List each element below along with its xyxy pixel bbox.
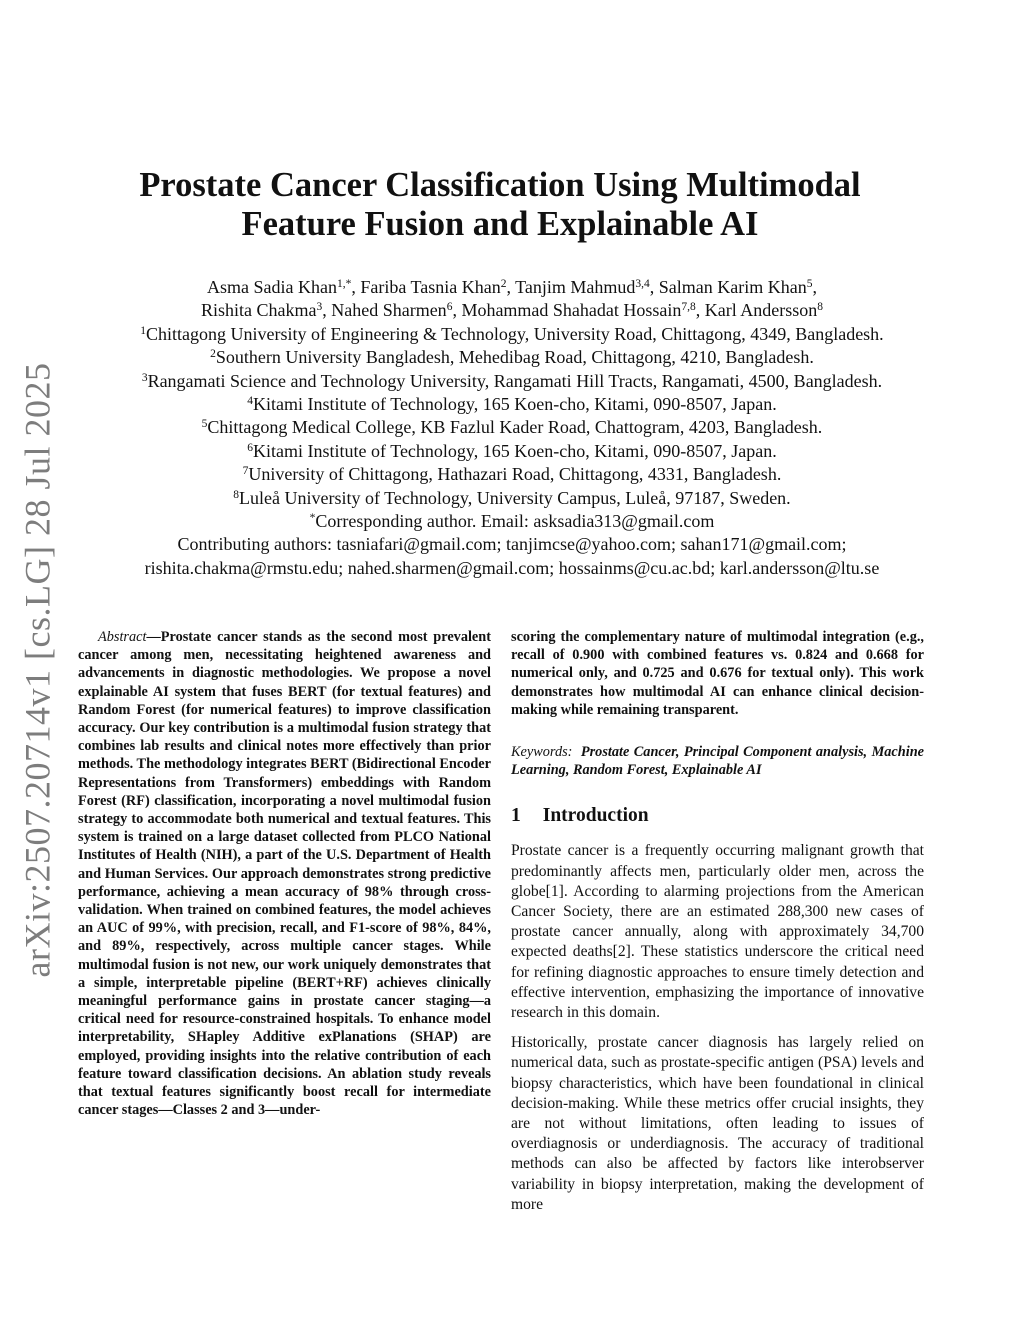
affiliation-marker: 7 <box>242 465 249 478</box>
author-separator: , <box>812 277 817 297</box>
section-title: Introduction <box>542 805 649 827</box>
introduction-paragraph: Historically, prostate cancer diagnosis has largely relied on numerical data, such as prostate-specific antigen (PSA) levels and biopsy characteristics, which have been foundational in clinical decision-making. While these metrics offer crucial insights, they are not without limitations, often leading to issues of overdiagnosis or underdiagnosis. The accuracy of traditional methods can also be affected by factors like interobserver variability in biopsy interpretation, making the development of more <box>511 1034 924 1213</box>
author-affiliation-marker: 2 <box>500 278 507 290</box>
affiliation-text: Kitami Institute of Technology, 165 Koen-cho, Kitami, 090-8507, Japan. <box>253 440 777 461</box>
affiliation-line <box>60 370 964 393</box>
author-name: Rishita Chakma <box>200 300 317 321</box>
contributing-authors-line-1: Contributing authors: tasniafari@gmail.com; tanjimcse@yahoo.com; sahan171@gmail.com; <box>177 534 847 555</box>
affiliation-line <box>60 393 964 416</box>
corresponding-author-line <box>60 510 964 533</box>
author-separator: , <box>351 277 361 297</box>
author-affiliation-marker: 1,* <box>336 278 352 290</box>
author-block <box>60 276 964 580</box>
section-number: 1 <box>511 805 521 827</box>
affiliation-marker: 8 <box>233 488 240 501</box>
affiliation-marker: 1 <box>140 324 147 337</box>
author-name: Tanjim Mahmud <box>515 277 636 297</box>
affiliation-line <box>60 463 964 486</box>
affiliation-marker: 3 <box>141 371 148 384</box>
author-affiliation-marker: 5 <box>806 278 813 290</box>
abstract-label: Abstract <box>98 629 147 645</box>
corresponding-author-text: Corresponding author. Email: asksadia313@gmail.com <box>315 511 715 532</box>
author-name: Salman Karim Khan <box>658 277 807 297</box>
author-separator: , <box>322 300 332 321</box>
affiliation-text: Rangamati Science and Technology University, Rangamati Hill Tracts, Rangamati, 4500, Bangladesh. <box>147 370 883 391</box>
affiliation-text: Southern University Bangladesh, Mehedibag Road, Chittagong, 4210, Bangladesh. <box>215 347 814 368</box>
abstract-text: Prostate cancer stands as the second most prevalent cancer among men, necessitating heightened awareness and advancements in diagnostic methodologies. We propose a novel explainable AI system that fuses BERT (for textual features) and Random Forest (for numerical features) to improve classification accuracy. Our key contribution is a multimodal fusion strategy that combines lab results and clinical notes more effectively than prior methods. The methodology integrates BERT (Bidirectional Encoder Representations from Transformers) embeddings with Random Forest (RF) classification, incorporating a novel multimodal fusion strategy to accommodate both numerical and textual features. This system is trained on a large dataset collected from PLCO National Institutes of Health (NIH), a part of the U.S. Department of Health and Human Services. Our approach demonstrates strong predictive performance, achieving a mean accuracy of 98% through cross-validation. When trained on combined features, the model achieves an AUC of 99%, with precision, recall, and F1-score of 98%, 84%, and 89%, respectively, across multiple cancer stages. While multimodal fusion is not new, our work uniquely demonstrates that a simple, interpretable pipeline (BERT+RF) achieves clinically meaningful performance gains in prostate cancer staging—a critical need for resource-constrained hospitals. To enhance model interpretability, SHapley Additive exPlanations (SHAP) are employed, providing insights into the relative contribution of each feature toward classification decisions. An ablation study reveals that textual features significantly boost recall for intermediate cancer stages—Classes 2 and 3—under- <box>78 629 491 1119</box>
affiliation-marker: 2 <box>210 348 216 361</box>
keywords-paragraph <box>511 743 924 779</box>
author-separator: , <box>649 277 659 297</box>
paper-title-line-1: Prostate Cancer Classification Using Multimodal <box>139 166 861 204</box>
arxiv-identifier-stamp <box>6 362 68 978</box>
affiliation-line <box>60 440 964 463</box>
affiliation-text: Chittagong Medical College, KB Fazlul Kader Road, Chattogram, 4203, Bangladesh. <box>207 417 823 438</box>
author-affiliation-marker: 6 <box>446 301 453 314</box>
author-line <box>60 276 964 299</box>
left-column <box>78 628 491 1119</box>
introduction-heading <box>511 805 924 827</box>
author-name: Fariba Tasnia Khan <box>360 277 501 297</box>
author-affiliation-marker: 3 <box>316 301 323 314</box>
affiliation-line <box>60 346 964 369</box>
affiliation-text: Luleå University of Technology, University Campus, Luleå, 97187, Sweden. <box>239 487 791 508</box>
author-line <box>60 299 964 322</box>
arxiv-identifier-text: arXiv:2507.20714v1 [cs.LG] 28 Jul 2025 <box>17 362 57 978</box>
abstract-continuation: scoring the complementary nature of multimodal integration (e.g., recall of 0.900 with combined features vs. 0.824 and 0.668 for numerical only, and 0.725 and 0.676 for textual only). This work demonstrates how multimodal AI can enhance clinical decision-making while remaining transparent. <box>511 629 924 718</box>
author-name: Asma Sadia Khan <box>207 277 337 297</box>
paper-title-line-2: Feature Fusion and Explainable AI <box>241 205 759 243</box>
author-name: Nahed Sharmen <box>331 300 447 321</box>
affiliation-line <box>60 416 964 439</box>
author-name: Mohammad Shahadat Hossain <box>461 300 682 321</box>
corresponding-marker: * <box>309 512 316 525</box>
affiliation-marker: 4 <box>247 395 254 408</box>
keywords-text: Prostate Cancer, Principal Component analysis, Machine Learning, Random Forest, Explainable AI <box>511 744 925 779</box>
affiliation-line <box>60 323 964 346</box>
author-affiliation-marker: 3,4 <box>635 278 650 290</box>
author-separator: , <box>695 300 705 321</box>
author-affiliation-marker: 7,8 <box>681 301 696 314</box>
author-separator: , <box>452 300 462 321</box>
affiliation-text: Kitami Institute of Technology, 165 Koen-cho, Kitami, 090-8507, Japan. <box>253 394 777 415</box>
introduction-paragraph: Prostate cancer is a frequently occurring malignant growth that predominantly affects men, particularly older men, across the globe[1]. According to alarming projections from the American Cancer Society, there are an estimated 288,300 new cases of prostate cancer annually, along with approximately 34,700 expected deaths[2]. These statistics underscore the critical need for refining diagnostic approaches to ensure timely detection and effective intervention, emphasizing the importance of innovative research in this domain. <box>511 842 924 1022</box>
keywords-label: Keywords: <box>511 744 573 761</box>
affiliation-text: Chittagong University of Engineering & Technology, University Road, Chittagong, 4349, Bangladesh. <box>146 323 884 344</box>
right-column <box>511 628 924 1225</box>
affiliation-line <box>60 487 964 510</box>
affiliation-marker: 6 <box>247 441 254 454</box>
abstract-paragraph: Abstract—Prostate cancer stands as the second most prevalent cancer among men, necessitating heightened awareness and advancements in diagnostic methodologies. We propose a novel explainable AI system that fuses BERT (for textual features) and Random Forest (for numerical features) to improve classification accuracy. Our key contribution is a multimodal fusion strategy that combines lab results and clinical notes more effectively than prior methods. The methodology integrates BERT (Bidirectional Encoder Representations from Transformers) embeddings with Random Forest (RF) classification, incorporating a novel multimodal fusion strategy to accommodate both numerical and textual features. This system is trained on a large dataset collected from PLCO National Institutes of Health (NIH), a part of the U.S. Department of Health and Human Services. Our approach demonstrates strong predictive performance, achieving a mean accuracy of 98% through cross-validation. When trained on combined features, the model achieves an AUC of 99%, with precision, recall, and F1-score of 98%, 84%, and 89%, respectively, across multiple cancer stages. While multimodal fusion is not new, our work uniquely demonstrates that a simple, interpretable pipeline (BERT+RF) achieves clinically meaningful performance gains in prostate cancer staging—a critical need for resource-constrained hospitals. To enhance model interpretability, SHapley Additive exPlanations (SHAP) are employed, providing insights into the relative contribution of each feature toward classification decisions. An ablation study reveals that textual features significantly boost recall for intermediate cancer stages—Classes 2 and 3—under- <box>78 629 491 1119</box>
affiliation-marker: 5 <box>201 418 208 431</box>
affiliation-text: University of Chittagong, Hathazari Road, Chittagong, 4331, Bangladesh. <box>248 464 782 485</box>
paper-title <box>70 166 930 244</box>
author-separator: , <box>506 277 516 297</box>
author-name: Karl Andersson <box>704 300 818 321</box>
contributing-authors-line-2: rishita.chakma@rmstu.edu; nahed.sharmen@gmail.com; hossainms@cu.ac.bd; karl.andersson@ltu.se <box>144 557 880 578</box>
author-affiliation-marker: 8 <box>817 301 824 314</box>
